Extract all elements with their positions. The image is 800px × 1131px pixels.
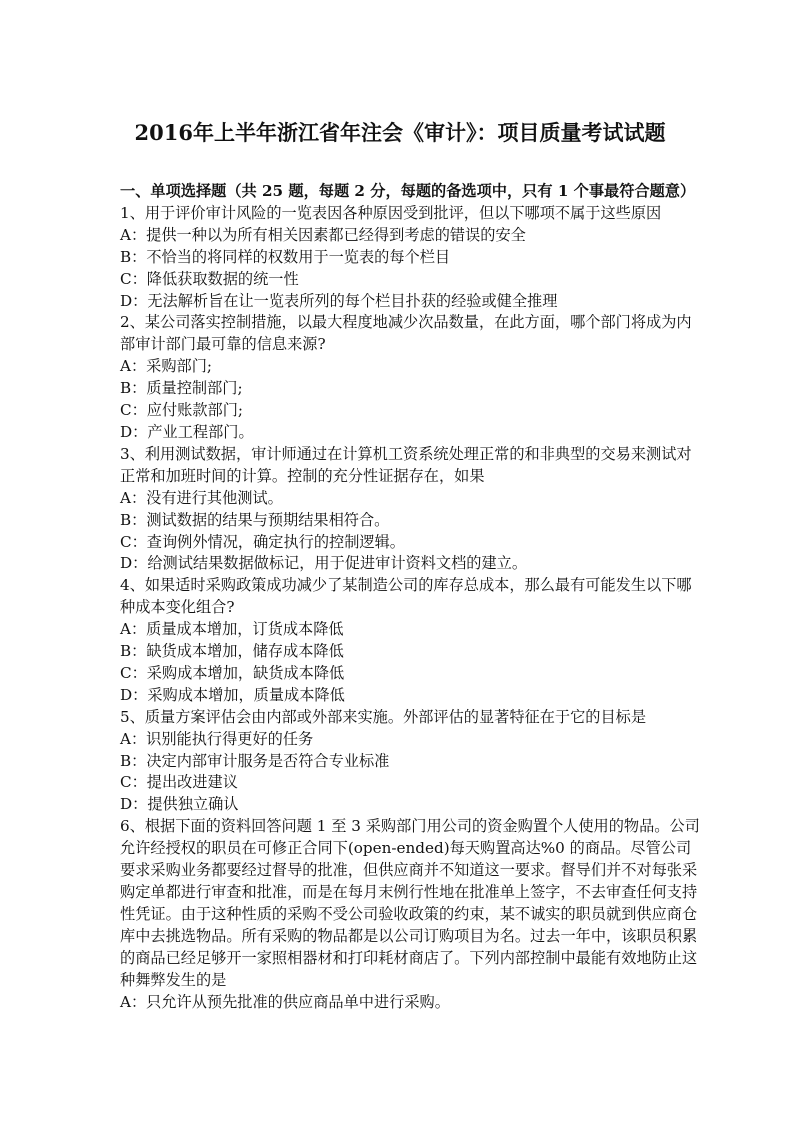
document-body — [120, 181, 705, 1013]
answer-option: B：决定内部审计服务是否符合专业标准 — [120, 751, 390, 770]
answer-option: C：查询例外情况，确定执行的控制逻辑。 — [120, 532, 405, 551]
answer-option: D：无法解析旨在让一览表所列的每个栏目扑获的经验或健全推理 — [120, 291, 558, 310]
question-stem: 2、某公司落实控制措施，以最大程度地减少次品数量，在此方面，哪个部门将成为内部审计部门最可靠的信息来源? — [120, 313, 692, 354]
answer-option: D：产业工程部门。 — [120, 422, 254, 441]
answer-option: D：提供独立确认 — [120, 795, 239, 814]
answer-option: C：提出改进建议 — [120, 773, 238, 792]
question-item — [120, 816, 705, 1013]
question-stem: 1、用于评价审计风险的一览表因各种原因受到批评，但以下哪项不属于这些原因 — [120, 203, 662, 222]
question-stem: 4、如果适时采购政策成功减少了某制造公司的库存总成本，那么最有可能发生以下哪种成本变化组合? — [120, 576, 692, 617]
question-stem: 5、质量方案评估会由内部或外部来实施。外部评估的显著特征在于它的目标是 — [120, 707, 647, 726]
question-item — [120, 707, 705, 817]
section-heading: 一、单项选择题（共 25 题，每题 2 分，每题的备选项中，只有 1 个事最符合题意） — [120, 182, 696, 200]
answer-option: A：提供一种以为所有相关因素都已经得到考虑的错误的安全 — [120, 225, 526, 244]
question-item — [120, 444, 705, 575]
answer-option: B：质量控制部门; — [120, 379, 243, 398]
answer-option: D：给测试结果数据做标记，用于促进审计资料文档的建立。 — [120, 554, 528, 573]
answer-option: C：应付账款部门; — [120, 401, 244, 420]
answer-option: D：采购成本增加，质量成本降低 — [120, 685, 345, 704]
question-stem: 6、根据下面的资料回答问题 1 至 3 采购部门用公司的资金购置个人使用的物品。公司允许经授权的职员在可修正合同下(open-ended)每天购置高达%0 的商品。尽管公司要求采购业务都要经过督导的批准，但供应商并不知道这一要求。督导们并不对每张采购定单都进行审查和批准，而是在每月末例行性地在批准单上签字，不去审查任何支持性凭证。由于这种性质的采购不受公司验收政策的约束，某不诚实的职员就到供应商仓库中去挑选物品。所有采购的物品都是以公司订购项目为名。过去一年中，该职员积累的商品已经足够开一家照相器材和打印耗材商店了。下列内部控制中最能有效地防止这种舞弊发生的是 — [120, 817, 700, 989]
question-item — [120, 575, 705, 706]
answer-option: A：没有进行其他测试。 — [120, 488, 283, 507]
answer-option: A：质量成本增加，订货成本降低 — [120, 620, 344, 639]
answer-option: C：采购成本增加，缺货成本降低 — [120, 663, 345, 682]
document-title: 2016年上半年浙江省年注会《审计》：项目质量考试试题 — [134, 120, 666, 145]
question-stem: 3、利用测试数据，审计师通过在计算机工资系统处理正常的和非典型的交易来测试对正常和加班时间的计算。控制的充分性证据存在，如果 — [120, 444, 692, 485]
question-item — [120, 203, 705, 313]
question-list — [120, 203, 705, 1014]
question-item — [120, 312, 705, 443]
answer-option: A：采购部门; — [120, 357, 213, 376]
answer-option: A：识别能执行得更好的任务 — [120, 729, 314, 748]
answer-option: B：缺货成本增加，储存成本降低 — [120, 642, 344, 661]
answer-option: A：只允许从预先批准的供应商品单中进行采购。 — [120, 992, 450, 1011]
answer-option: C：降低获取数据的统一性 — [120, 269, 299, 288]
answer-option: B：不恰当的将同样的权数用于一览表的每个栏目 — [120, 247, 451, 266]
answer-option: B：测试数据的结果与预期结果相符合。 — [120, 510, 390, 529]
